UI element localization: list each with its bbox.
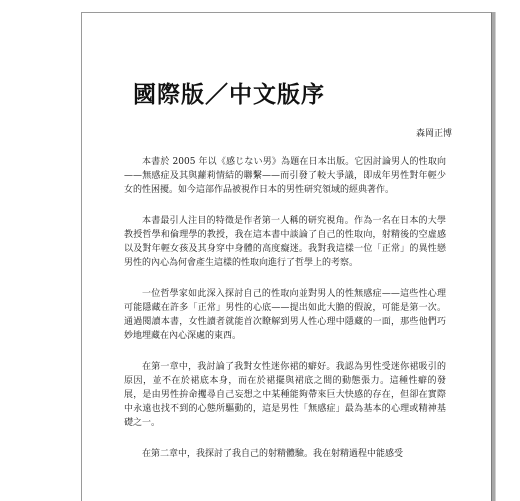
document-page [81, 12, 492, 501]
paragraph: 在第二章中，我探討了我自己的射精體驗。我在射精過程中能感受 [142, 449, 404, 459]
page-title: 國際版／中文版序 [133, 82, 325, 108]
author-name: 森岡正博 [415, 129, 452, 139]
body-text [124, 155, 446, 478]
paragraph: 在第一章中，我討論了我對女性迷你裙的癖好。我認為男性受迷你裙吸引的原因，並不在於裙底本身，而在於裙擺與裙底之間的動態張力。這種性癖的發展，是由男性拚命攫尋自己妄想之中某種能夠帶來巨大快感的存在，但卻在實際中永遠也找不到的心態所驅動的，這是男性「無感症」最為基本的心理或精神基礎之一。 [124, 362, 446, 428]
paragraph: 本書於 2005 年以《感じない男》為題在日本出版。它因討論男人的性取向——無感症及其與蘿莉情結的聯繫——而引發了較大爭議，即成年男性對年輕少女的性困擾。如今這部作品被視作日本的男性研究領域的經典著作。 [124, 157, 446, 195]
paragraph: 一位哲學家如此深入探討自己的性取向並對男人的性無感症——這些性心理可能隱藏在許多「正常」男性的心底——提出如此大膽的假說，可能是第一次。通過閱讀本書，女性讀者就能首次瞭解到男人性心理中隱藏的一面，那些他們巧妙地埋藏在內心深處的東西。 [124, 289, 446, 341]
paragraph: 本書最引人注目的特徵是作者第一人稱的研究視角。作為一名在日本的大學教授哲學和倫理學的教授，我在這本書中談論了自己的性取向，射精後的空虛感以及對年輕女孩及其身穿中身體的高度癡迷。我對我這樣一位「正常」的異性戀男性的內心為何會產生這樣的性取向進行了哲學上的考察。 [124, 216, 446, 268]
